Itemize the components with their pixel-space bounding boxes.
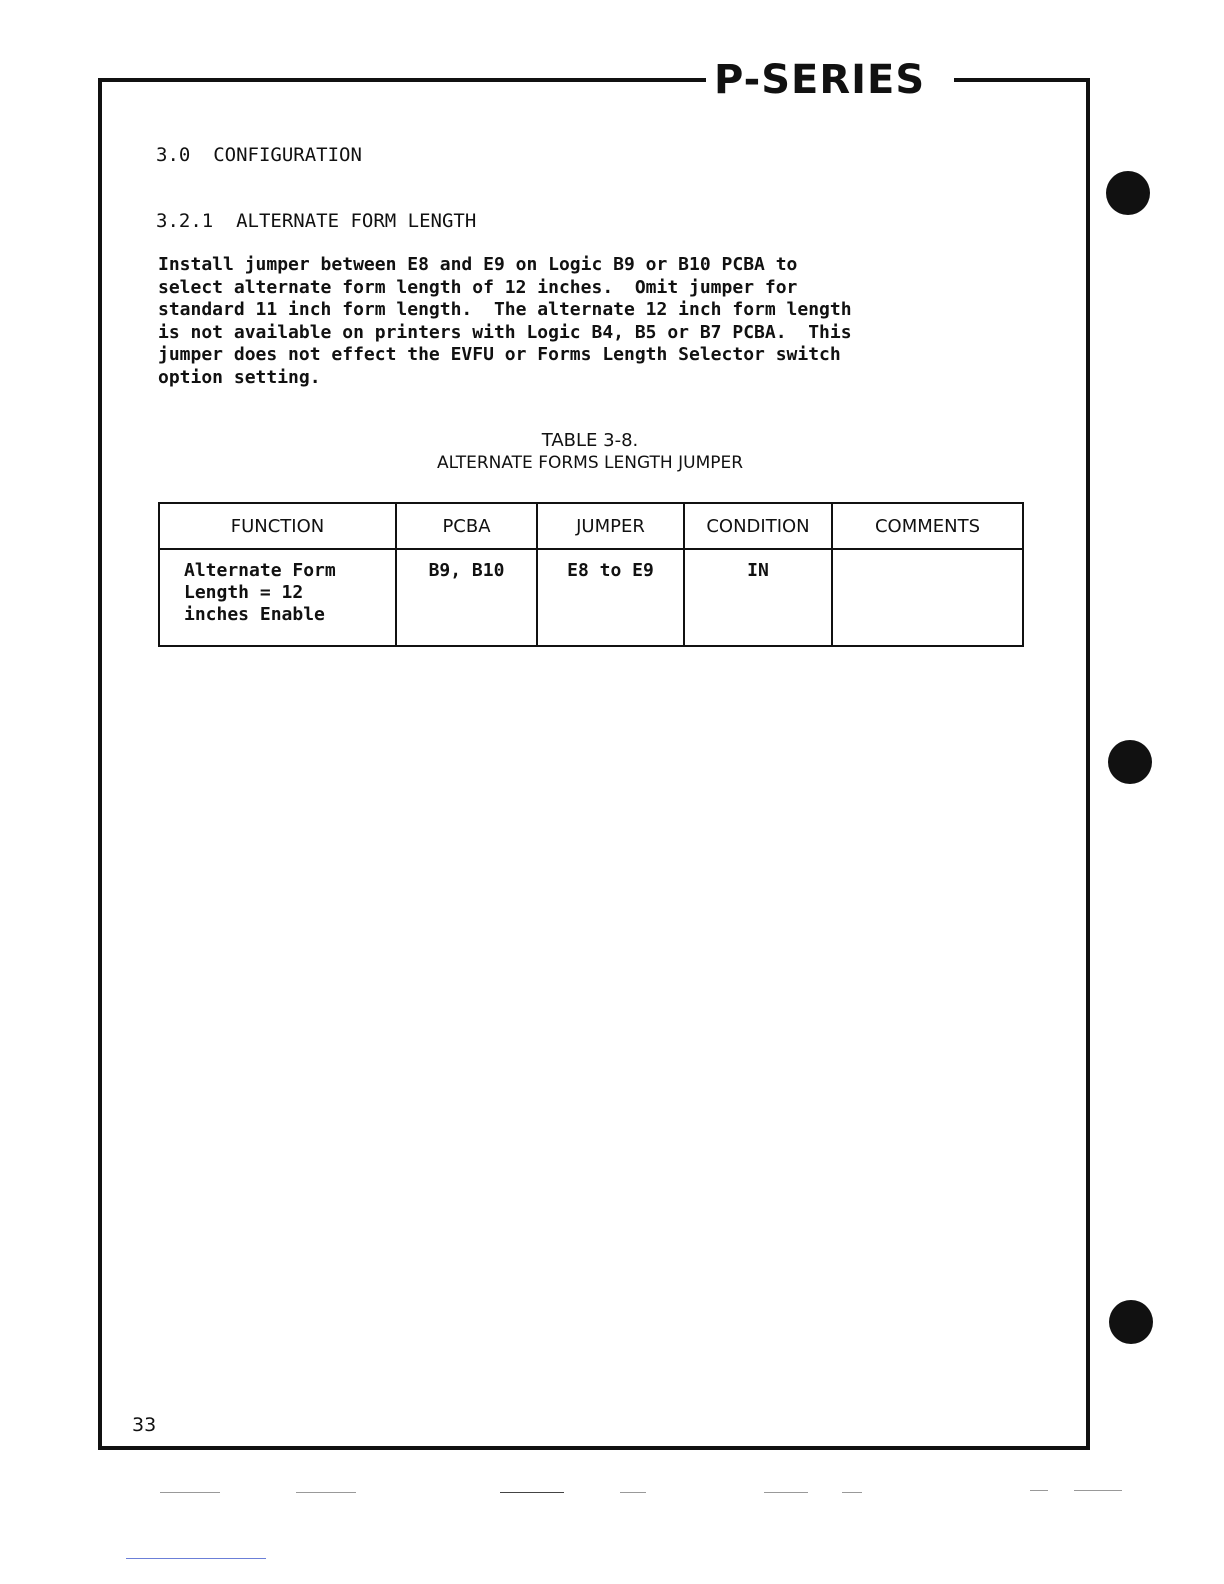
scan-artifact-line	[126, 1558, 266, 1559]
jumper-table	[158, 502, 1024, 647]
column-header-pcba: PCBA	[396, 503, 537, 549]
column-header-comments: COMMENTS	[832, 503, 1023, 549]
paragraph-line: option setting.	[158, 366, 321, 388]
table-row	[159, 549, 1023, 646]
scan-artifact-line	[1030, 1490, 1048, 1491]
scan-artifact-line	[296, 1492, 356, 1493]
brand-title: P-SERIES	[714, 57, 926, 103]
paragraph-line: is not available on printers with Logic B4, B5 or B7 PCBA. This	[158, 321, 852, 343]
binder-hole	[1106, 171, 1150, 215]
column-header-function: FUNCTION	[159, 503, 396, 549]
cell-comments	[832, 549, 1023, 646]
cell-function-line: inches Enable	[184, 604, 325, 625]
table-caption-title: ALTERNATE FORMS LENGTH JUMPER	[436, 453, 744, 473]
cell-pcba: B9, B10	[396, 549, 537, 646]
scan-artifact-line	[620, 1492, 646, 1493]
scan-artifact-line	[1074, 1490, 1122, 1491]
paragraph-line: Install jumper between E8 and E9 on Logic B9 or B10 PCBA to	[158, 254, 798, 275]
cell-function-line: Length = 12	[184, 582, 304, 603]
column-header-jumper: JUMPER	[537, 503, 684, 549]
binder-hole	[1108, 740, 1152, 784]
page-number: 33	[132, 1414, 157, 1436]
paragraph-line: select alternate form length of 12 inches. Omit jumper for	[158, 276, 798, 298]
binder-hole	[1109, 1300, 1153, 1344]
scan-artifact-line	[500, 1492, 564, 1493]
paragraph-line: jumper does not effect the EVFU or Forms Length Selector switch	[158, 344, 841, 366]
table-caption-number: TABLE 3-8.	[541, 430, 639, 451]
paragraph-line: standard 11 inch form length. The alternate 12 inch form length	[158, 299, 852, 321]
cell-jumper: E8 to E9	[537, 549, 684, 646]
table-header-row	[159, 503, 1023, 549]
cell-condition: IN	[684, 549, 832, 646]
body-paragraph	[158, 254, 1038, 390]
scan-artifact-line	[764, 1492, 808, 1493]
column-header-condition: CONDITION	[684, 503, 832, 549]
scan-artifact-line	[842, 1492, 862, 1493]
cell-function	[159, 549, 396, 646]
scan-artifact-line	[160, 1492, 220, 1493]
cell-function-line: Alternate Form	[184, 560, 336, 581]
subsection-heading: 3.2.1 ALTERNATE FORM LENGTH	[156, 210, 477, 232]
section-heading: 3.0 CONFIGURATION	[156, 144, 362, 166]
